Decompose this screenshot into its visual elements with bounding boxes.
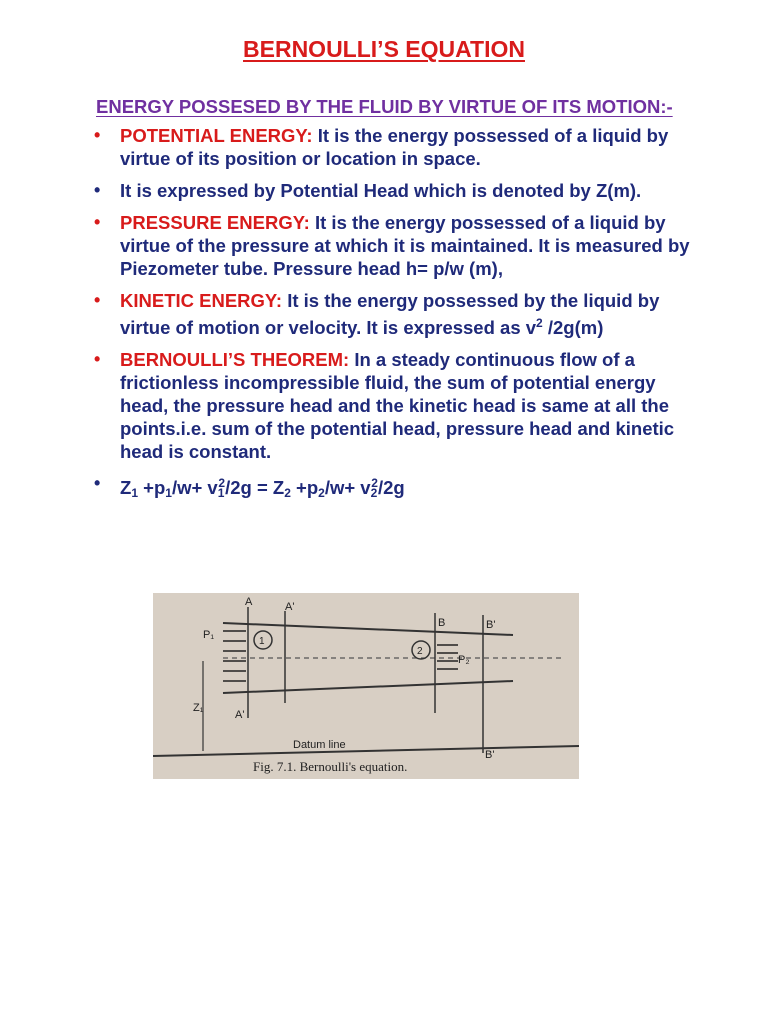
label-B-top: B (438, 617, 446, 629)
item-text: It is the energy possessed of a liquid by virtue of its position or location in space. (120, 125, 669, 169)
bernoulli-diagram (153, 593, 579, 779)
item-text: It is the energy possessed by the liquid by virtue of motion or velocity. It is expressed as v (120, 290, 660, 339)
label-B-bottom: B' (485, 749, 495, 761)
list-item-pressure-energy (92, 211, 692, 280)
item-text: In a steady continuous flow of a frictionless incompressible fluid, the sum of potential energy head, the pressure head and the kinetic head is same at all the points.i.e. sum of the potential head, pressure head and kinetic head is constant. (120, 349, 675, 463)
item-label: POTENTIAL ENERGY: (120, 125, 313, 146)
item-text: It is expressed by Potential Head which is denoted by Z(m). (120, 180, 642, 201)
section-subheading: ENERGY POSSESED BY THE FLUID BY VIRTUE OF ITS MOTION:- (96, 96, 673, 117)
item-superscript: 2 (536, 316, 543, 330)
bullet-icon: • (94, 180, 101, 200)
bullet-icon: • (94, 212, 101, 232)
bernoulli-figure (153, 593, 579, 779)
list-item-kinetic-energy (92, 289, 692, 339)
label-Z1: Z₁ (193, 702, 204, 714)
item-text-after: /2g(m) (542, 317, 604, 339)
label-A-top: A (245, 596, 253, 608)
label-A-bottom: A' (235, 709, 245, 721)
page-title (0, 36, 768, 63)
formula-equation: $Z_1 +p_1/w+ v_1^2/2g = Z_2 +p_2/w+ v_2^2/2g$ (120, 476, 405, 501)
label-B-prime-top: B' (486, 619, 496, 631)
item-text: It is the energy possessed of a liquid by virtue of the pressure at which it is maintained. It is measured by Piezometer tube. Pressure head h= p/w (m), (120, 212, 690, 279)
item-label: KINETIC ENERGY: (120, 290, 283, 311)
page-title-text: BERNOULLI’S EQUATION (243, 36, 525, 62)
item-label: BERNOULLI’S THEOREM: (120, 349, 350, 371)
label-section-1: 1 (259, 636, 265, 647)
label-P2: P₂ (458, 654, 470, 666)
label-A-prime-top: A' (285, 601, 295, 613)
list-item-bernoulli-formula (92, 472, 692, 505)
label-P1: P₁ (203, 629, 215, 641)
bullet-list (92, 124, 692, 514)
bullet-icon: • (94, 473, 101, 494)
bullet-icon: • (94, 125, 101, 145)
label-section-2: 2 (417, 646, 423, 657)
bullet-icon: • (94, 349, 101, 370)
figure-caption: Fig. 7.1. Bernoulli's equation. (253, 759, 408, 774)
list-item-potential-head (92, 179, 692, 202)
bullet-icon: • (94, 290, 101, 310)
item-label: PRESSURE ENERGY: (120, 212, 310, 233)
list-item-bernoulli-theorem (92, 348, 692, 463)
label-datum-line: Datum line (293, 739, 346, 751)
list-item-potential-energy (92, 124, 692, 170)
